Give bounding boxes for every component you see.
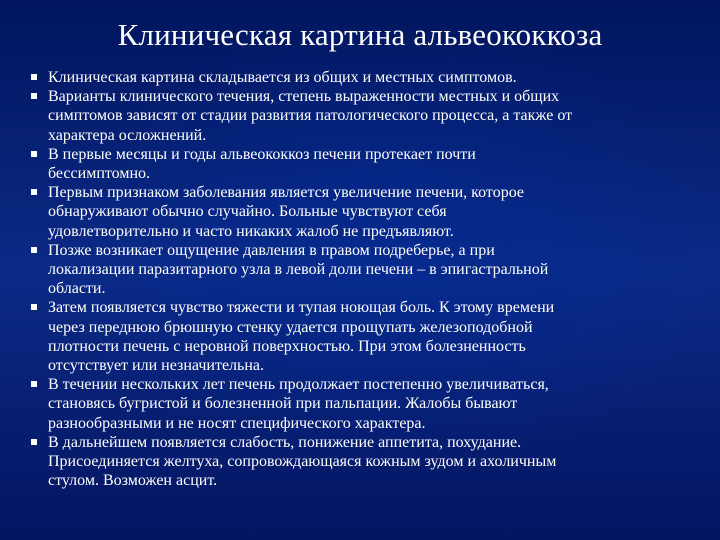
bullet-list <box>0 68 720 490</box>
bullet-text-line: В течении нескольких лет печень продолжает постепенно увеличиваться, <box>48 376 549 394</box>
bullet-text-line: симптомов зависят от стадии развития патологического процесса, а также от <box>48 107 573 125</box>
bullet-text-line: через переднюю брюшную стенку удается прощупать железоподобной <box>48 318 533 336</box>
square-bullet-icon <box>31 151 37 157</box>
bullet-text-line: В дальнейшем появляется слабость, понижение аппетита, похудание. <box>48 433 522 451</box>
bullet-text-line: В первые месяцы и годы альвеококкоз печени протекает почти <box>48 145 476 163</box>
bullet-text-line: разнообразными и не носят специфического характера. <box>48 414 426 432</box>
bullet-text-line: бессимптомно. <box>48 165 151 183</box>
bullet-item <box>0 433 720 491</box>
bullet-text-line: Варианты клинического течения, степень выраженности местных и общих <box>48 88 560 106</box>
bullet-item <box>0 183 720 241</box>
bullet-text-line: локализации паразитарного узла в левой доли печени – в эпигастральной <box>48 261 549 279</box>
slide-title: Клиническая картина альвеококкоза <box>117 17 603 52</box>
bullet-text-line: Первым признаком заболевания является увеличение печени, которое <box>48 184 524 202</box>
bullet-text-line: Позже возникает ощущение давления в правом подреберье, а при <box>48 241 495 259</box>
bullet-text-line: становясь бугристой и болезненной при пальпации. Жалобы бывают <box>48 395 518 413</box>
square-bullet-icon <box>31 189 37 195</box>
square-bullet-icon <box>31 439 37 445</box>
bullet-item <box>0 68 720 87</box>
bullet-item <box>0 145 720 183</box>
bullet-text-line: Затем появляется чувство тяжести и тупая ноющая боль. К этому времени <box>48 299 555 317</box>
bullet-text-line: Присоединяется желтуха, сопровождающаяся кожным зудом и ахоличным <box>48 453 557 471</box>
bullet-text-line: области. <box>48 280 106 298</box>
square-bullet-icon <box>31 93 37 99</box>
bullet-item <box>0 241 720 299</box>
bullet-text-line: обнаруживают обычно случайно. Больные чувствуют себя <box>48 203 447 221</box>
bullet-text-line: характера осложнений. <box>48 126 207 144</box>
bullet-item <box>0 87 720 145</box>
bullet-text-line: плотности печень с неровной поверхностью. При этом болезненность <box>48 337 526 355</box>
square-bullet-icon <box>31 381 37 387</box>
bullet-item <box>0 375 720 433</box>
square-bullet-icon <box>31 247 37 253</box>
bullet-text-line: Клиническая картина складывается из общих и местных симптомов. <box>48 69 517 86</box>
bullet-text-line: отсутствует или незначительна. <box>48 357 264 375</box>
square-bullet-icon <box>31 74 37 80</box>
bullet-text-line: стулом. Возможен асцит. <box>48 472 218 490</box>
bullet-text-line: удовлетворительно и часто никаких жалоб не предъявляют. <box>48 222 454 240</box>
square-bullet-icon <box>31 304 37 310</box>
bullet-item <box>0 298 720 375</box>
